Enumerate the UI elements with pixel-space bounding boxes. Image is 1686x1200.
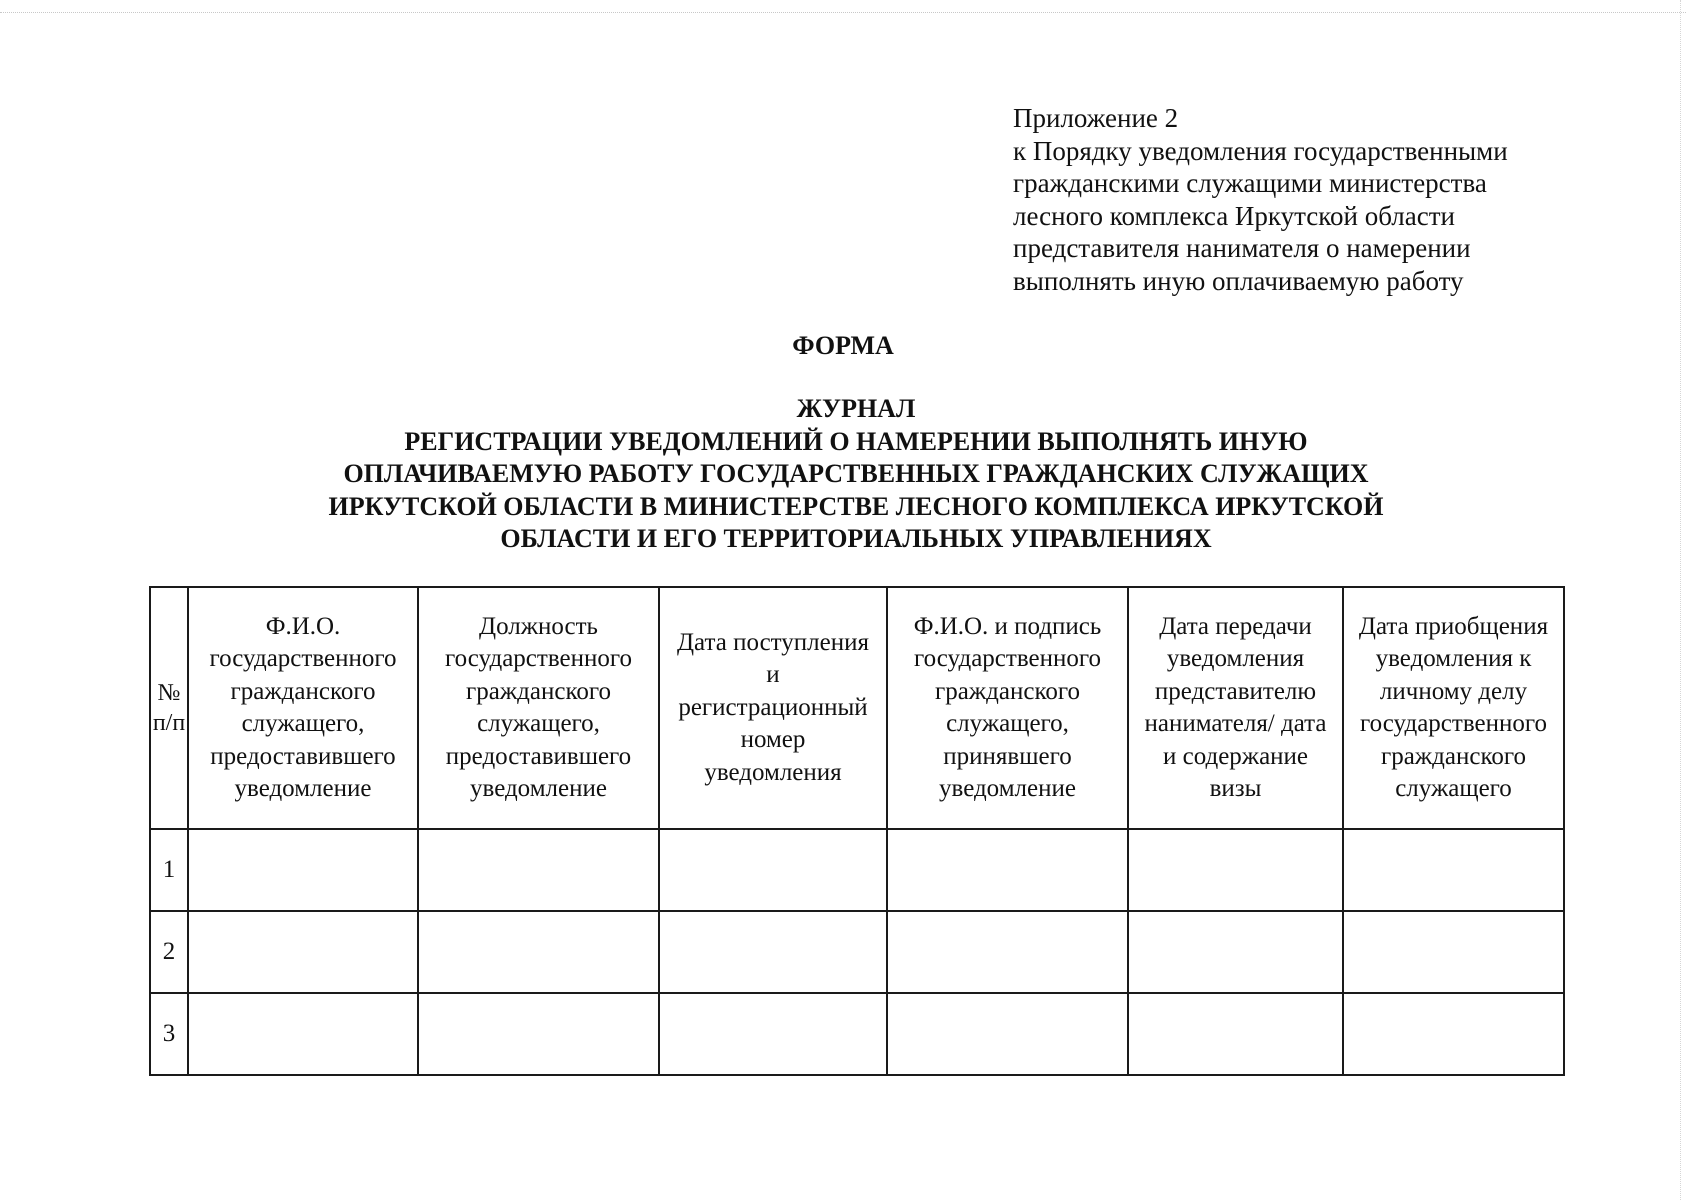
table-cell — [887, 911, 1128, 993]
header-line: нанимателя/ дата — [1144, 710, 1327, 737]
header-line: гражданского — [1381, 742, 1526, 770]
table-cell — [418, 829, 659, 911]
journal-title-line: ОПЛАЧИВАЕМУЮ РАБОТУ ГОСУДАРСТВЕННЫХ ГРАЖДАНСКИХ СЛУЖАЩИХ — [343, 459, 1369, 488]
appendix-line: к Порядку уведомления государственными — [1013, 135, 1508, 166]
header-attachment-date — [1343, 587, 1564, 829]
header-line: Дата поступления — [677, 628, 869, 656]
table-header-row — [150, 587, 1564, 829]
header-line: уведомление — [939, 775, 1076, 802]
header-line: уведомления — [704, 758, 842, 786]
header-line: п/п — [152, 710, 186, 736]
table-cell — [887, 829, 1128, 911]
header-line: служащего, — [241, 710, 365, 737]
table-cell — [659, 911, 887, 993]
row-number-cell: 1 — [150, 829, 188, 911]
header-line: и содержание — [1162, 742, 1309, 770]
table-cell — [1128, 993, 1343, 1075]
header-line: и — [766, 661, 780, 689]
table-cell — [887, 993, 1128, 1075]
table-row — [150, 829, 1564, 911]
header-line: № — [157, 680, 181, 706]
table-cell — [188, 993, 418, 1075]
header-line: уведомление — [234, 775, 372, 802]
table-cell — [1343, 911, 1564, 993]
appendix-line: Приложение 2 — [1013, 103, 1179, 133]
table-cell — [1343, 829, 1564, 911]
journal-title-line: ЖУРНАЛ — [796, 394, 916, 423]
journal-title — [0, 393, 1686, 556]
scan-edge-line — [0, 12, 1686, 13]
header-line: предоставившего — [445, 742, 632, 770]
journal-title-line: ОБЛАСТИ И ЕГО ТЕРРИТОРИАЛЬНЫХ УПРАВЛЕНИЯХ — [500, 524, 1212, 553]
header-transfer-date — [1128, 587, 1343, 829]
header-line: Дата приобщения — [1358, 612, 1549, 640]
header-line: Ф.И.О. — [265, 612, 341, 640]
registration-journal-table — [149, 586, 1565, 1076]
scan-edge-line-right — [1680, 0, 1681, 1200]
row-number-cell: 2 — [150, 911, 188, 993]
header-line: служащего — [1395, 775, 1512, 802]
appendix-line: выполнять иную оплачиваемую работу — [1013, 265, 1464, 296]
journal-title-line: ИРКУТСКОЙ ОБЛАСТИ В МИНИСТЕРСТВЕ ЛЕСНОГО КОМПЛЕКСА ИРКУТСКОЙ — [328, 491, 1384, 521]
table-cell — [188, 911, 418, 993]
header-line: служащего, — [477, 710, 600, 737]
header-line: визы — [1209, 775, 1262, 802]
header-line: служащего, — [946, 710, 1069, 737]
header-line: гражданского — [935, 677, 1080, 705]
appendix-line: представителя нанимателя о намерении — [1013, 233, 1471, 263]
appendix-line: лесного комплекса Иркутской области — [1013, 200, 1455, 231]
header-number — [150, 587, 188, 829]
table-cell — [418, 993, 659, 1075]
header-line: государственного — [1360, 710, 1547, 737]
header-line: гражданского — [230, 677, 376, 705]
form-label: ФОРМА — [792, 331, 894, 360]
table-cell — [418, 911, 659, 993]
header-line: государственного — [445, 645, 632, 672]
header-line: представителю — [1154, 677, 1317, 705]
header-line: Ф.И.О. и подпись — [913, 612, 1102, 640]
header-receipt-date — [659, 587, 887, 829]
table-row — [150, 993, 1564, 1075]
journal-title-line: РЕГИСТРАЦИИ УВЕДОМЛЕНИЙ О НАМЕРЕНИИ ВЫПОЛНЯТЬ ИНУЮ — [404, 426, 1308, 456]
row-number-cell: 3 — [150, 993, 188, 1075]
table-cell — [188, 829, 418, 911]
header-line: гражданского — [466, 677, 611, 705]
table-cell — [659, 993, 887, 1075]
table-row — [150, 911, 1564, 993]
header-line: государственного — [209, 645, 397, 672]
table-cell — [1343, 993, 1564, 1075]
header-line: личному делу — [1379, 677, 1528, 705]
header-line: номер — [740, 726, 806, 754]
header-line: уведомления — [1166, 645, 1305, 672]
header-line: предоставившего — [210, 742, 396, 770]
header-receiver — [887, 587, 1128, 829]
header-line: Дата передачи — [1159, 612, 1312, 640]
header-line: принявшего — [943, 742, 1072, 770]
header-position — [418, 587, 659, 829]
appendix-line: гражданскими служащими министерства — [1013, 168, 1487, 198]
header-line: уведомление — [470, 775, 607, 802]
header-line: государственного — [914, 645, 1101, 672]
table-cell — [659, 829, 887, 911]
header-line: Должность — [479, 612, 598, 640]
header-line: уведомления к — [1375, 645, 1532, 672]
appendix-note — [1013, 102, 1508, 297]
table-cell — [1128, 911, 1343, 993]
header-employee-name — [188, 587, 418, 829]
table-cell — [1128, 829, 1343, 911]
header-line: регистрационный — [678, 693, 868, 721]
